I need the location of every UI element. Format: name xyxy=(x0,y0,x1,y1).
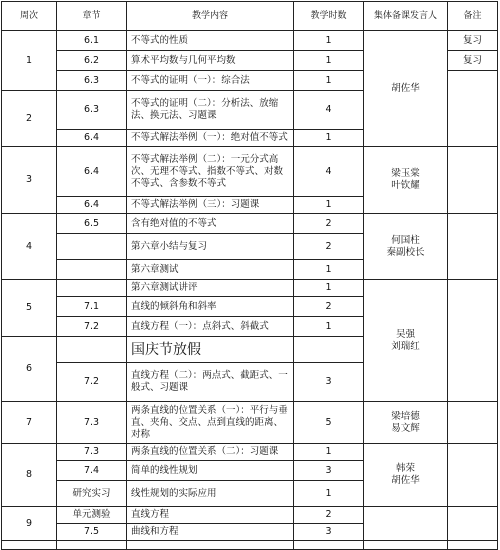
content-cell: 曲线和方程 xyxy=(127,524,294,541)
section-cell xyxy=(57,280,127,297)
speaker-cell: 梁培德 易文辉 xyxy=(364,402,448,444)
empty-cell xyxy=(57,541,127,550)
content-cell: 直线方程 xyxy=(127,507,294,524)
week-cell: 2 xyxy=(2,91,57,147)
hours-cell: 2 xyxy=(294,234,364,260)
speaker-cell: 梁玉棠 叶钦耀 xyxy=(364,147,448,214)
section-cell: 7.4 xyxy=(57,461,127,481)
week-cell: 8 xyxy=(2,444,57,507)
content-cell: 不等式的证明（一）：综合法 xyxy=(127,71,294,91)
hours-cell: 2 xyxy=(294,214,364,234)
hours-cell: 1 xyxy=(294,130,364,147)
speaker-cell: 胡佐华 xyxy=(364,31,448,147)
content-cell: 第六章小结与复习 xyxy=(127,234,294,260)
section-cell: 7.5 xyxy=(57,524,127,541)
note-cell xyxy=(448,402,498,444)
note-cell: 复习 xyxy=(448,51,498,71)
section-cell: 7.2 xyxy=(57,363,127,402)
section-cell: 7.3 xyxy=(57,402,127,444)
section-cell: 7.1 xyxy=(57,297,127,317)
content-cell: 第六章测试讲评 xyxy=(127,280,294,297)
content-cell: 两条直线的位置关系（一）：平行与垂直、夹角、交点、点到直线的距离、对称 xyxy=(127,402,294,444)
teaching-schedule-table xyxy=(1,1,498,550)
note-cell xyxy=(448,147,498,214)
note-cell xyxy=(448,214,498,280)
week-cell: 3 xyxy=(2,147,57,214)
week-cell: 9 xyxy=(2,507,57,541)
header-section: 章节 xyxy=(57,2,127,31)
content-cell: 不等式解法举例（一）：绝对值不等式 xyxy=(127,130,294,147)
empty-cell xyxy=(448,541,498,550)
table-row xyxy=(2,147,498,197)
note-cell: 复习 xyxy=(448,31,498,51)
section-cell: 单元测验 xyxy=(57,507,127,524)
section-cell: 6.5 xyxy=(57,214,127,234)
content-cell: 不等式的证明（二）：分析法、放缩法、换元法、习题课 xyxy=(127,91,294,130)
table-row xyxy=(2,541,498,550)
section-cell: 6.4 xyxy=(57,130,127,147)
section-cell: 6.4 xyxy=(57,197,127,214)
hours-cell: 4 xyxy=(294,147,364,197)
section-cell xyxy=(57,260,127,280)
hours-cell: 1 xyxy=(294,481,364,507)
hours-cell: 1 xyxy=(294,317,364,337)
empty-cell xyxy=(364,541,448,550)
header-hours: 教学时数 xyxy=(294,2,364,31)
section-cell: 研究实习 xyxy=(57,481,127,507)
hours-cell: 1 xyxy=(294,280,364,297)
header-speaker: 集体备课发言人 xyxy=(364,2,448,31)
holiday-cell: 国庆节放假 xyxy=(127,337,294,363)
content-cell: 算术平均数与几何平均数 xyxy=(127,51,294,71)
header-note: 备注 xyxy=(448,2,498,31)
section-cell: 6.3 xyxy=(57,71,127,91)
section-cell: 6.2 xyxy=(57,51,127,71)
speaker-cell: 吴强 刘瑞红 xyxy=(364,280,448,402)
hours-cell: 2 xyxy=(294,507,364,524)
note-cell xyxy=(448,71,498,147)
speaker-cell: 何国柱 秦副校长 xyxy=(364,214,448,280)
section-cell: 6.3 xyxy=(57,91,127,130)
section-cell: 7.3 xyxy=(57,444,127,461)
content-cell: 两条直线的位置关系（二）：习题课 xyxy=(127,444,294,461)
week-cell: 5 xyxy=(2,280,57,337)
hours-cell: 1 xyxy=(294,260,364,280)
hours-cell: 1 xyxy=(294,444,364,461)
table-row xyxy=(2,444,498,461)
content-cell: 含有绝对值的不等式 xyxy=(127,214,294,234)
content-cell: 直线的倾斜角和斜率 xyxy=(127,297,294,317)
table-row xyxy=(2,402,498,444)
hours-cell xyxy=(294,337,364,363)
speaker-cell xyxy=(364,507,448,541)
content-cell: 直线方程（二）：两点式、截距式、一般式、习题课 xyxy=(127,363,294,402)
week-cell: 4 xyxy=(2,214,57,280)
empty-cell xyxy=(294,541,364,550)
hours-cell: 1 xyxy=(294,31,364,51)
table-row xyxy=(2,214,498,234)
table-row xyxy=(2,31,498,51)
content-cell: 第六章测试 xyxy=(127,260,294,280)
table-row xyxy=(2,280,498,297)
hours-cell: 3 xyxy=(294,524,364,541)
content-cell: 直线方程（一）：点斜式、斜截式 xyxy=(127,317,294,337)
content-cell: 线性规划的实际应用 xyxy=(127,481,294,507)
hours-cell: 2 xyxy=(294,297,364,317)
content-cell: 不等式解法举例（二）：一元分式高次、无理不等式、指数不等式、对数不等式、含参数不等式 xyxy=(127,147,294,197)
note-cell xyxy=(448,444,498,507)
hours-cell: 3 xyxy=(294,461,364,481)
table-row xyxy=(2,507,498,524)
section-cell: 7.2 xyxy=(57,317,127,337)
hours-cell: 1 xyxy=(294,71,364,91)
week-cell: 1 xyxy=(2,31,57,91)
content-cell: 简单的线性规划 xyxy=(127,461,294,481)
empty-cell xyxy=(127,541,294,550)
note-cell xyxy=(448,280,498,402)
week-cell: 6 xyxy=(2,337,57,402)
section-cell: 6.4 xyxy=(57,147,127,197)
content-cell: 不等式解法举例（三）：习题课 xyxy=(127,197,294,214)
speaker-cell: 韩荣 胡佐华 xyxy=(364,444,448,507)
empty-cell xyxy=(2,541,57,550)
header-content: 教学内容 xyxy=(127,2,294,31)
note-cell xyxy=(448,507,498,541)
week-cell: 7 xyxy=(2,402,57,444)
hours-cell: 1 xyxy=(294,51,364,71)
section-cell xyxy=(57,234,127,260)
hours-cell: 5 xyxy=(294,402,364,444)
section-cell: 6.1 xyxy=(57,31,127,51)
hours-cell: 4 xyxy=(294,91,364,130)
hours-cell: 3 xyxy=(294,363,364,402)
content-cell: 不等式的性质 xyxy=(127,31,294,51)
header-week: 周次 xyxy=(2,2,57,31)
header-row xyxy=(2,2,498,31)
hours-cell: 1 xyxy=(294,197,364,214)
section-cell xyxy=(57,337,127,363)
